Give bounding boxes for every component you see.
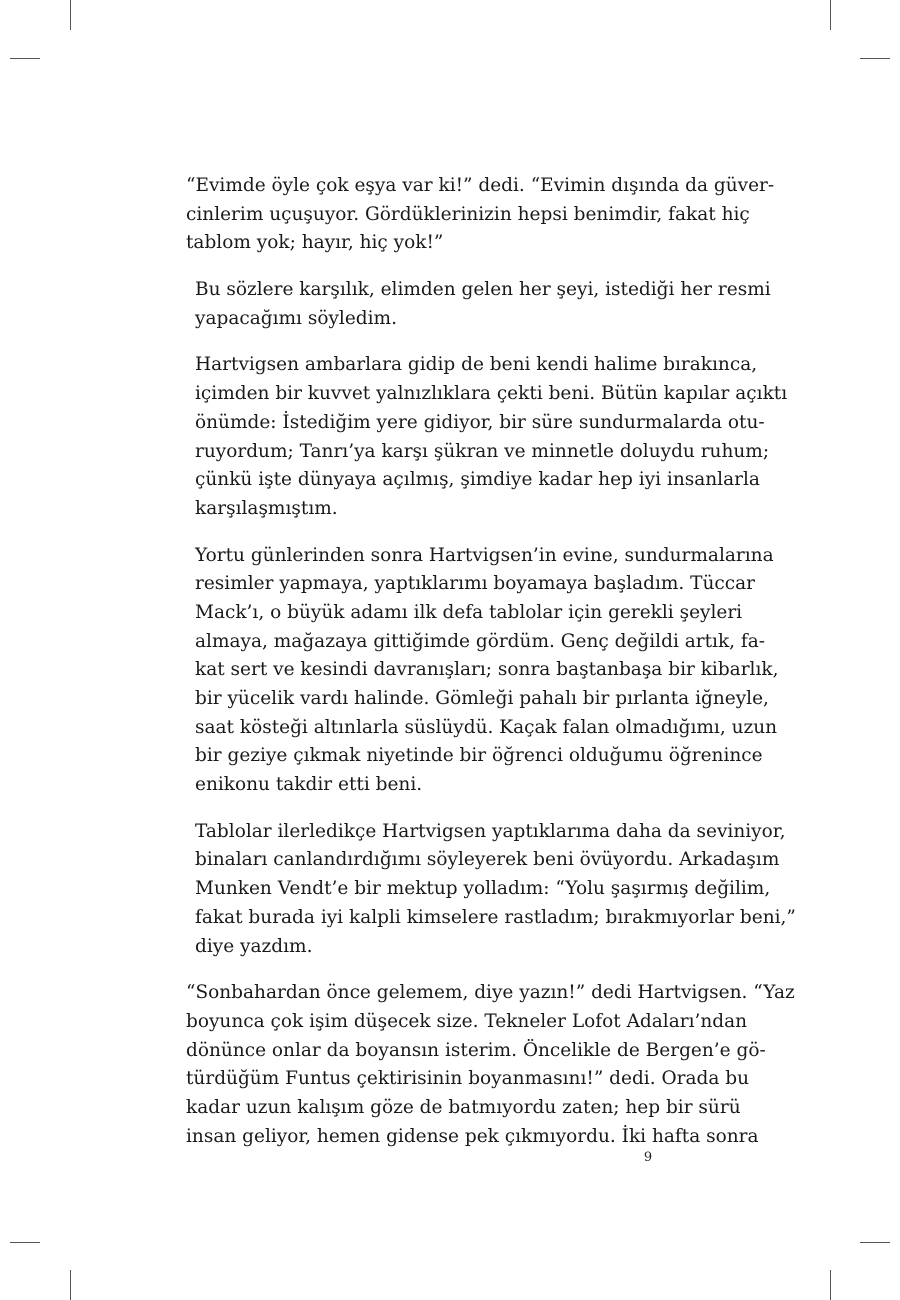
crop-mark-left-top: [10, 58, 40, 59]
paragraph: [186, 172, 775, 258]
text-line: Munken Vendt’e bir mektup yolladım: “Yolu şaşırmış değilim,: [195, 878, 771, 900]
text-line: almaya, mağazaya gittiğimde gördüm. Genç değildi artık, fa-: [195, 630, 766, 652]
text-line: tablom yok; hayır, hiç yok!”: [186, 232, 444, 254]
text-line: içimden bir kuvvet yalnızlıklara çekti beni. Bütün kapılar açıktı: [195, 383, 788, 405]
crop-mark-bottom-left: [70, 1270, 71, 1300]
text-line: önümde: İstediğim yere gidiyor, bir süre sundurmalarda otu-: [195, 411, 765, 433]
text-line: Yortu günlerinden sonra Hartvigsen’in evine, sundurmalarına: [195, 544, 774, 566]
text-line: karşılaşmıştım.: [195, 497, 338, 519]
text-line: binaları canlandırdığımı söyleyerek beni övüyordu. Arkadaşım: [195, 849, 780, 871]
text-line: cinlerim uçuşuyor. Gördüklerinizin hepsi benimdir, fakat hiç: [186, 203, 750, 225]
text-line: boyunca çok işim düşecek size. Tekneler Lofot Adaları’ndan: [186, 1010, 748, 1032]
text-line: Bu sözlere karşılık, elimden gelen her şeyi, istediği her resmi: [195, 279, 771, 301]
paragraph: [195, 276, 771, 333]
text-line: dönünce onlar da boyansın isterim. Öncelikle de Bergen’e gö-: [186, 1039, 766, 1061]
text-line: bir geziye çıkmak niyetinde bir öğrenci olduğumu öğrenince: [195, 745, 763, 767]
crop-mark-right-top: [860, 58, 890, 59]
crop-mark-right-bottom: [860, 1242, 890, 1243]
text-line: bir yücelik vardı halinde. Gömleği pahalı bir pırlanta iğneyle,: [195, 688, 769, 709]
text-line: saat kösteği altınlarla süslüydü. Kaçak falan olmadığımı, uzun: [195, 716, 778, 738]
text-line: fakat burada iyi kalpli kimselere rastladım; bırakmıyorlar beni,”: [195, 906, 796, 928]
paragraph: [195, 542, 779, 800]
text-line: kat sert ve kesindi davranışları; sonra baştanbaşa bir kibarlık,: [195, 659, 779, 681]
paragraph: [195, 818, 796, 961]
paragraph: [195, 351, 788, 523]
text-line: insan geliyor, hemen gidense pek çıkmıyordu. İki hafta sonra: [186, 1125, 759, 1147]
crop-mark-bottom-right: [830, 1270, 831, 1300]
text-line: “Evimde öyle çok eşya var ki!” dedi. “Evimin dışında da güver-: [186, 175, 775, 196]
paragraph: [186, 979, 795, 1151]
crop-mark-top-left: [70, 0, 71, 30]
text-line: “Sonbahardan önce gelemem, diye yazın!” dedi Hartvigsen. “Yaz: [186, 982, 795, 1004]
text-line: kadar uzun kalışım göze de batmıyordu zaten; hep bir sürü: [186, 1096, 741, 1118]
text-line: resimler yapmaya, yaptıklarımı boyamaya başladım. Tüccar: [195, 573, 756, 595]
text-line: Tablolar ilerledikçe Hartvigsen yaptıklarıma daha da seviniyor,: [195, 820, 786, 842]
crop-mark-left-bottom: [10, 1242, 40, 1243]
body-text: [186, 172, 796, 1169]
page-number: 9: [643, 1150, 653, 1165]
crop-mark-top-right: [830, 0, 831, 30]
text-line: türdüğüm Funtus çektirisinin boyanmasını!” dedi. Orada bu: [186, 1068, 750, 1090]
text-line: Mack’ı, o büyük adamı ilk defa tablolar için gerekli şeyleri: [195, 601, 743, 623]
text-line: çünkü işte dünyaya açılmış, şimdiye kadar hep iyi insanlarla: [195, 469, 760, 491]
text-line: diye yazdım.: [195, 935, 313, 957]
text-line: yapacağımı söyledim.: [195, 307, 397, 329]
text-line: ruyordum; Tanrı’ya karşı şükran ve minnetle doluydu ruhum;: [195, 440, 770, 462]
text-line: Hartvigsen ambarlara gidip de beni kendi halime bırakınca,: [195, 354, 758, 376]
text-line: enikonu takdir etti beni.: [195, 774, 423, 796]
